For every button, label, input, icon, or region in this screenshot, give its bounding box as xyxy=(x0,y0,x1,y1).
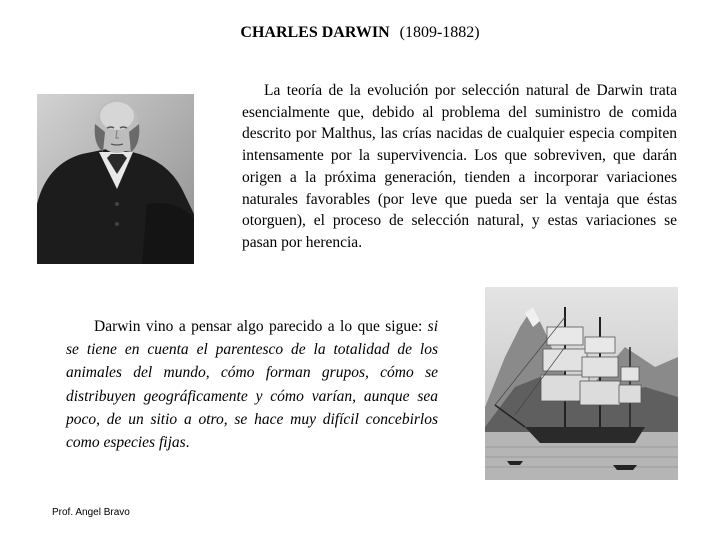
title-dates: (1809-1882) xyxy=(399,24,480,41)
quote-lead: Darwin vino a pensar algo parecido a lo que sigue: xyxy=(94,318,428,335)
title-name: CHARLES DARWIN xyxy=(240,24,390,41)
author-footer: Prof. Angel Bravo xyxy=(52,507,130,518)
evolution-theory-paragraph: La teoría de la evolución por selección natural de Darwin trata esencialmente que, debido al problema del suministro de comida descrito por Malthus, las crías nacidas de cualquier especia compiten intensamente por la supervivencia. Los que sobreviven, que darán origen a la próxima generación, tienden a incorporar variaciones naturales favorables (por leve que pueda ser la ventaja que éstas otorguen), el proceso de selección natural, y estas variaciones se pasan por herencia. xyxy=(242,82,677,251)
ship-engraving-image xyxy=(485,287,678,480)
quote-end: . xyxy=(185,434,190,452)
darwin-portrait-image xyxy=(37,94,194,264)
darwin-quote-paragraph xyxy=(66,315,438,454)
quote-italic: si se tiene en cuenta el parentesco de la totalidad de los animales del mundo, cómo forman grupos, cómo se distribuyen geográficamente y cómo varían, aunque sea poco, de un sitio a otro, se hace muy difícil concebirlos como especies fijas xyxy=(66,318,438,452)
page-title xyxy=(0,24,720,42)
